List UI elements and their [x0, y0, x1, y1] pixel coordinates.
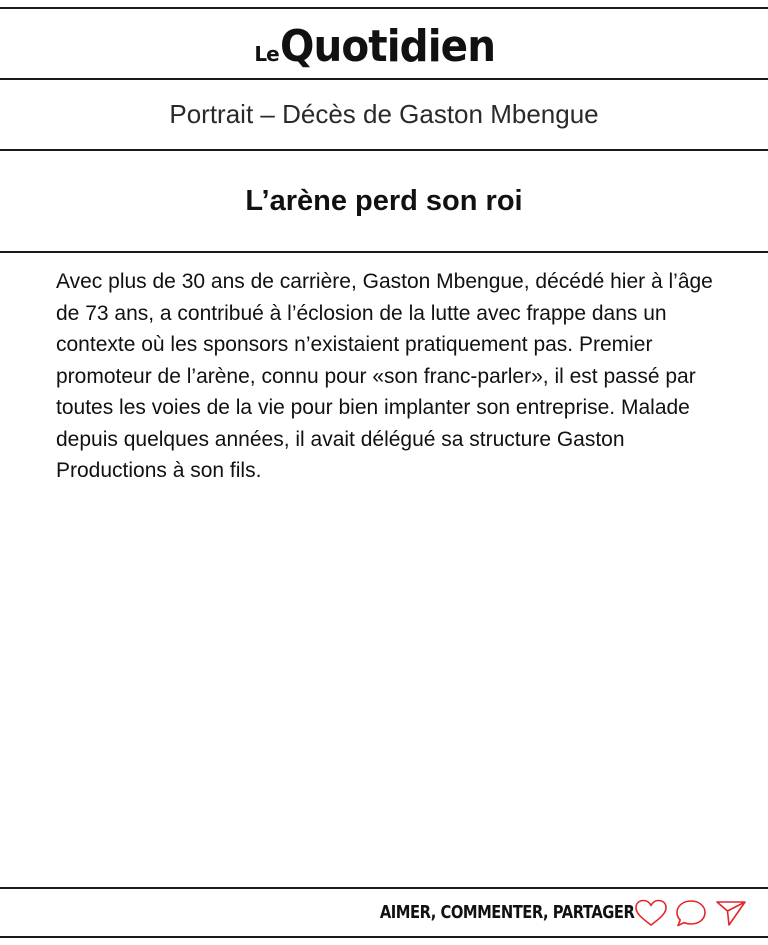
article-kicker: Portrait – Décès de Gaston Mbengue — [169, 99, 599, 129]
comment-icon[interactable] — [674, 898, 708, 928]
logo — [254, 21, 513, 72]
headline-rule — [0, 251, 768, 253]
masthead — [0, 0, 768, 78]
footer-bar — [0, 889, 768, 936]
logo-prefix: Le — [254, 42, 279, 66]
logo-wordmark: Quotidien — [279, 21, 495, 72]
heart-icon[interactable] — [634, 898, 668, 928]
cta-text: AIMER, COMMENTER, PARTAGER — [379, 902, 634, 923]
social-icons — [628, 898, 748, 928]
article-headline: L’arène perd son roi — [245, 184, 523, 217]
bottom-rule — [0, 936, 768, 938]
share-icon[interactable] — [714, 898, 748, 928]
article-body: Avec plus de 30 ans de carrière, Gaston Mbengue, décédé hier à l’âge de 73 ans, a contribué à l’éclosion de la lutte avec frappe dans un contexte où les sponsors n’existaient pratiquement pas. Premier promoteur de l’arène, connu pour «son franc-parler», il est passé par toutes les voies de la vie pour bien implanter son entreprise. Malade depuis quelques années, il avait délégué sa structure Gaston Productions à son fils. — [56, 270, 713, 482]
